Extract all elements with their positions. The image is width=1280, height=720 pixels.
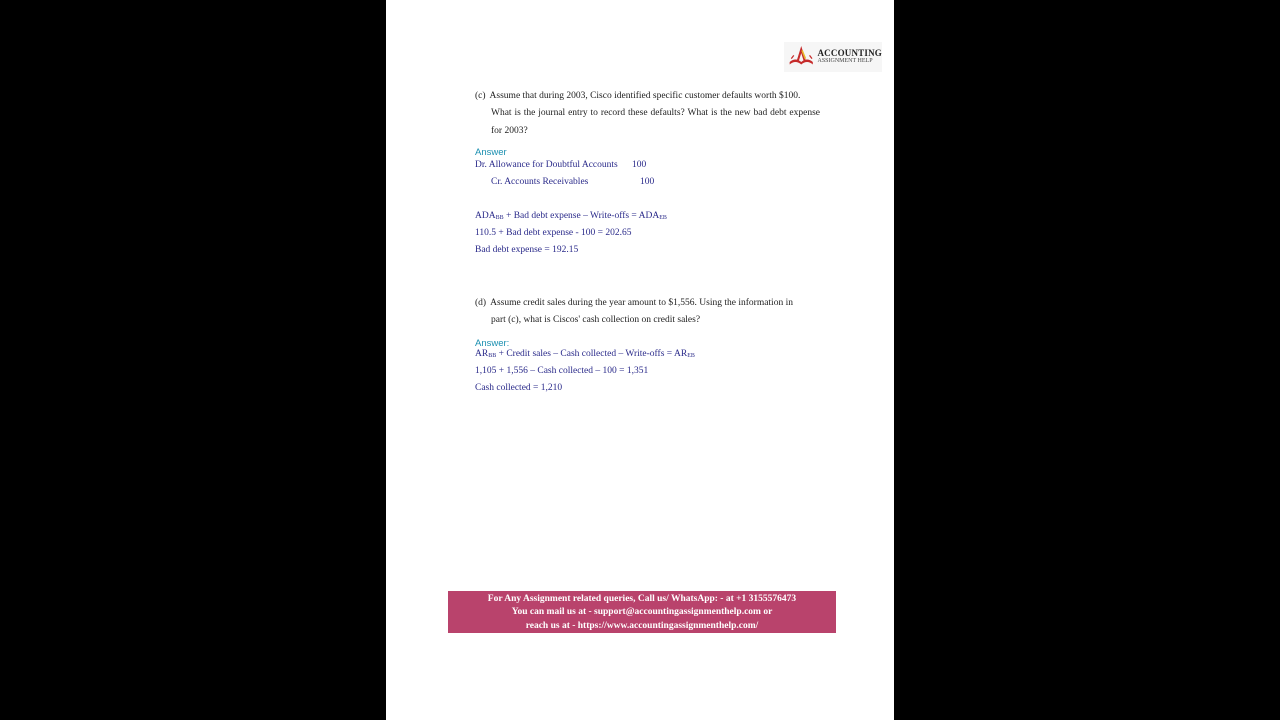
- journal-credit-entry: Cr. Accounts Receivables: [491, 177, 589, 187]
- contact-phone: For Any Assignment related queries, Call us/ WhatsApp: - at +1 3155576473: [487, 594, 797, 604]
- question-d-label: (d): [475, 298, 487, 308]
- book-logo-icon: [788, 45, 814, 69]
- question-c-line1: Assume that during 2003, Cisco identified specific customer defaults worth $100.: [489, 91, 801, 101]
- eq-subscript: EB: [687, 353, 695, 359]
- logo-title: ACCOUNTING: [817, 48, 882, 58]
- ada-equation: [475, 211, 667, 221]
- answer-c-heading: Answer: [475, 147, 507, 158]
- eq-term: AR: [475, 349, 489, 359]
- logo-subtitle: ASSIGNMENT HELP: [817, 58, 873, 64]
- ar-calculation: 1,105 + 1,556 – Cash collected – 100 = 1,351: [475, 366, 649, 376]
- question-c: [475, 88, 820, 140]
- question-d-line1: Assume credit sales during the year amount to $1,556. Using the information in: [490, 298, 793, 308]
- journal-debit-entry: Dr. Allowance for Doubtful Accounts: [475, 160, 618, 170]
- answer-d-heading: Answer:: [475, 338, 510, 349]
- contact-email[interactable]: You can mail us at - support@accountingassignmenthelp.com or: [511, 607, 773, 618]
- question-d-line2: part (c), what is Ciscos' cash collection on credit sales?: [491, 315, 701, 326]
- question-c-label: (c): [475, 91, 486, 101]
- journal-debit-amount: 100: [632, 160, 647, 170]
- eq-term: + Bad debt expense – Write-offs = ADA: [503, 211, 660, 221]
- document-page: [386, 0, 894, 720]
- bad-debt-result: Bad debt expense = 192.15: [475, 245, 579, 255]
- question-c-line2: What is the journal entry to record these defaults? What is the new bad debt expense for 2003?: [491, 108, 820, 136]
- eq-subscript: EB: [659, 215, 667, 221]
- journal-credit-amount: 100: [640, 177, 655, 187]
- eq-term: + Credit sales – Cash collected – Write-offs = AR: [496, 349, 688, 359]
- ada-calculation: 110.5 + Bad debt expense - 100 = 202.65: [475, 228, 632, 238]
- eq-subscript: BB: [488, 353, 497, 359]
- cash-collected-result: Cash collected = 1,210: [475, 383, 563, 393]
- eq-subscript: BB: [495, 215, 504, 221]
- eq-term: ADA: [475, 211, 496, 221]
- question-d: [475, 295, 820, 330]
- ar-equation: [475, 349, 695, 359]
- contact-banner: [448, 591, 836, 633]
- contact-website[interactable]: reach us at - https://www.accountingassignmenthelp.com/: [525, 620, 759, 631]
- brand-logo: [784, 42, 882, 72]
